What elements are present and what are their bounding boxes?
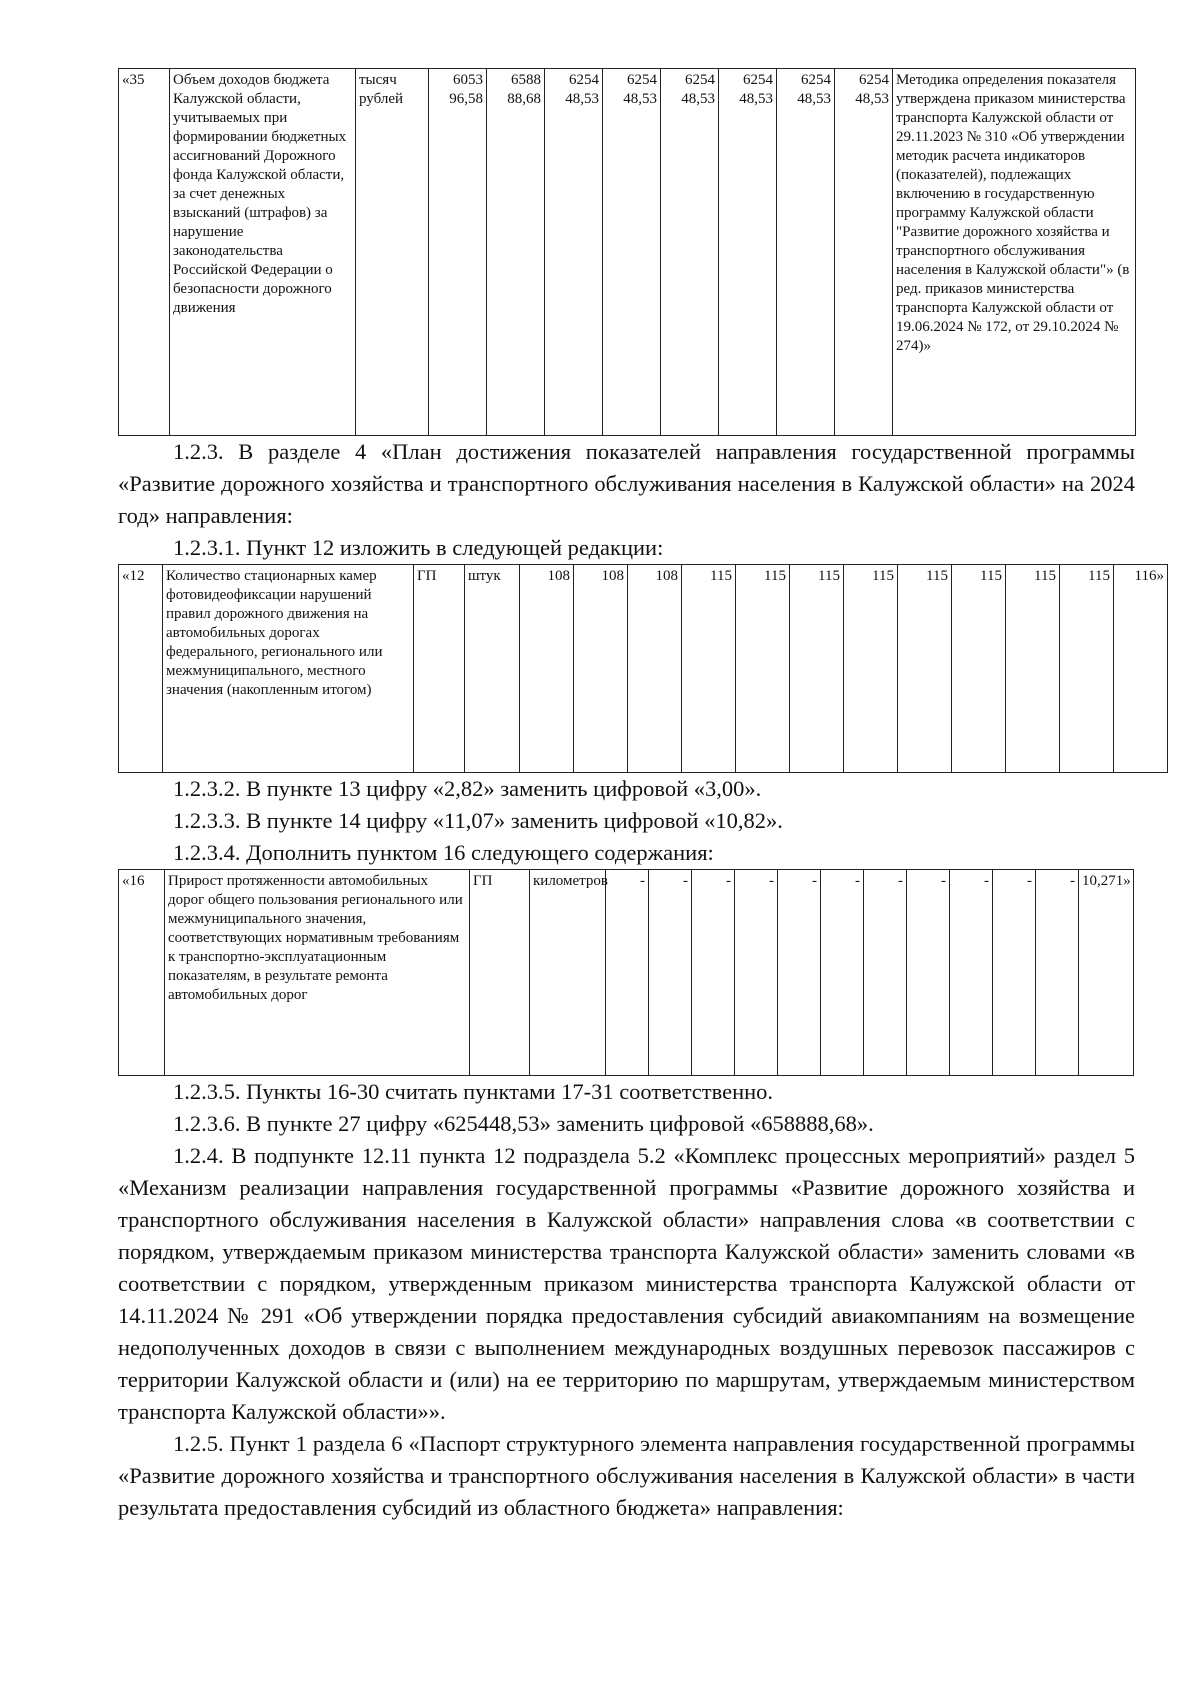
- cell-methodology: Методика определения показателя утверждена приказом министерства транспорта Калужской области от 29.11.2023 № 310 «Об утверждении методик расчета индикаторов (показателей), подлежащих включению в государственную программу Калужской области "Развитие дорожного хозяйства и транспортного обслуживания населения в Калужской области"» (в ред. приказов министерства транспорта Калужской области от 19.06.2024 № 172, от 29.10.2024 № 274)»: [893, 69, 1136, 436]
- cell-name: Объем доходов бюджета Калужской области, учитываемых при формировании бюджетных ассигнований Дорожного фонда Калужской области, за счет денежных взысканий (штрафов) за нарушение законодательства Российской Федерации о безопасности дорожного движения: [170, 69, 356, 436]
- cell-value: 6254 48,53: [545, 69, 603, 436]
- cell-value: 115: [736, 565, 790, 773]
- cell-unit: штук: [465, 565, 520, 773]
- cell-value: 108: [574, 565, 628, 773]
- cell-value: 108: [520, 565, 574, 773]
- cell-level: ГП: [414, 565, 465, 773]
- cell-number: «12: [119, 565, 163, 773]
- cell-value: -: [864, 870, 907, 1076]
- cell-value: -: [778, 870, 821, 1076]
- document-body: [118, 68, 1164, 1524]
- cell-unit: тысяч рублей: [356, 69, 429, 436]
- cell-value: -: [735, 870, 778, 1076]
- cell-value: -: [606, 870, 649, 1076]
- cell-value: 108: [628, 565, 682, 773]
- cell-value: 6053 96,58: [429, 69, 487, 436]
- cell-unit: километров: [530, 870, 606, 1076]
- cell-value: -: [692, 870, 735, 1076]
- cell-value: 6254 48,53: [661, 69, 719, 436]
- cell-value: 10,271»: [1079, 870, 1134, 1076]
- cell-value: 6254 48,53: [719, 69, 777, 436]
- paragraph-1-2-3-1: 1.2.3.1. Пункт 12 изложить в следующей редакции:: [173, 535, 664, 560]
- cell-value: 115: [1006, 565, 1060, 773]
- cell-number: «35: [119, 69, 170, 436]
- paragraph-1-2-3-4: 1.2.3.4. Дополнить пунктом 16 следующего содержания:: [173, 840, 714, 865]
- cell-number: «16: [119, 870, 165, 1076]
- table-item-12: [118, 564, 1168, 773]
- cell-value: 115: [844, 565, 898, 773]
- table-item-35: [118, 68, 1136, 436]
- cell-value: 6254 48,53: [835, 69, 893, 436]
- cell-value: 115: [790, 565, 844, 773]
- cell-value: 6588 88,68: [487, 69, 545, 436]
- paragraph-1-2-4: 1.2.4. В подпункте 12.11 пункта 12 подраздела 5.2 «Комплекс процессных мероприятий» раздел 5 «Механизм реализации направления государственной программы «Развитие дорожного хозяйства и транспортного обслуживания населения в Калужской области» направления слова «в соответствии с порядком, утверждаемым приказом министерства транспорта Калужской области» заменить словами «в соответствии с порядком, утвержденным приказом министерства транспорта Калужской области от 14.11.2024 № 291 «Об утверждении порядка предоставления субсидий авиакомпаниям на возмещение недополученных доходов в связи с выполнением международных воздушных перевозок пассажиров с территории Калужской области и (или) на ее территорию по маршрутам, утверждаемым министерством транспорта Калужской области»».: [118, 1143, 1135, 1424]
- paragraph-1-2-3-2: 1.2.3.2. В пункте 13 цифру «2,82» заменить цифровой «3,00».: [173, 776, 762, 801]
- cell-value: 115: [898, 565, 952, 773]
- table-row: [119, 565, 1168, 773]
- cell-value: -: [821, 870, 864, 1076]
- paragraph-1-2-3: 1.2.3. В разделе 4 «План достижения показателей направления государственной программы «Развитие дорожного хозяйства и транспортного обслуживания населения в Калужской области» на 2024 год» направления:: [118, 439, 1135, 528]
- cell-value: 115: [952, 565, 1006, 773]
- cell-name: Прирост протяженности автомобильных дорог общего пользования регионального или межмуниципального значения, соответствующих нормативным требованиям к транспортно-эксплуатационным показателям, в результате ремонта автомобильных дорог: [165, 870, 470, 1076]
- paragraph-1-2-5: 1.2.5. Пункт 1 раздела 6 «Паспорт структурного элемента направления государственной программы «Развитие дорожного хозяйства и транспортного обслуживания населения в Калужской области» в части результата предоставления субсидий из областного бюджета» направления:: [118, 1431, 1135, 1520]
- cell-value: -: [1036, 870, 1079, 1076]
- cell-value: -: [649, 870, 692, 1076]
- cell-value: 6254 48,53: [777, 69, 835, 436]
- cell-value: 6254 48,53: [603, 69, 661, 436]
- cell-value: 116»: [1114, 565, 1168, 773]
- table-row: [119, 69, 1136, 436]
- cell-name: Количество стационарных камер фотовидеофиксации нарушений правил дорожного движения на автомобильных дорогах федерального, регионального или межмуниципального, местного значения (накопленным итогом): [163, 565, 414, 773]
- cell-value: -: [950, 870, 993, 1076]
- table-row: [119, 870, 1134, 1076]
- cell-value: -: [993, 870, 1036, 1076]
- paragraph-1-2-3-5: 1.2.3.5. Пункты 16-30 считать пунктами 17-31 соответственно.: [173, 1079, 774, 1104]
- cell-value: -: [907, 870, 950, 1076]
- paragraph-1-2-3-3: 1.2.3.3. В пункте 14 цифру «11,07» заменить цифровой «10,82».: [173, 808, 783, 833]
- table-item-16: [118, 869, 1134, 1076]
- cell-value: 115: [682, 565, 736, 773]
- cell-value: 115: [1060, 565, 1114, 773]
- paragraph-1-2-3-6: 1.2.3.6. В пункте 27 цифру «625448,53» заменить цифровой «658888,68».: [173, 1111, 874, 1136]
- cell-level: ГП: [470, 870, 530, 1076]
